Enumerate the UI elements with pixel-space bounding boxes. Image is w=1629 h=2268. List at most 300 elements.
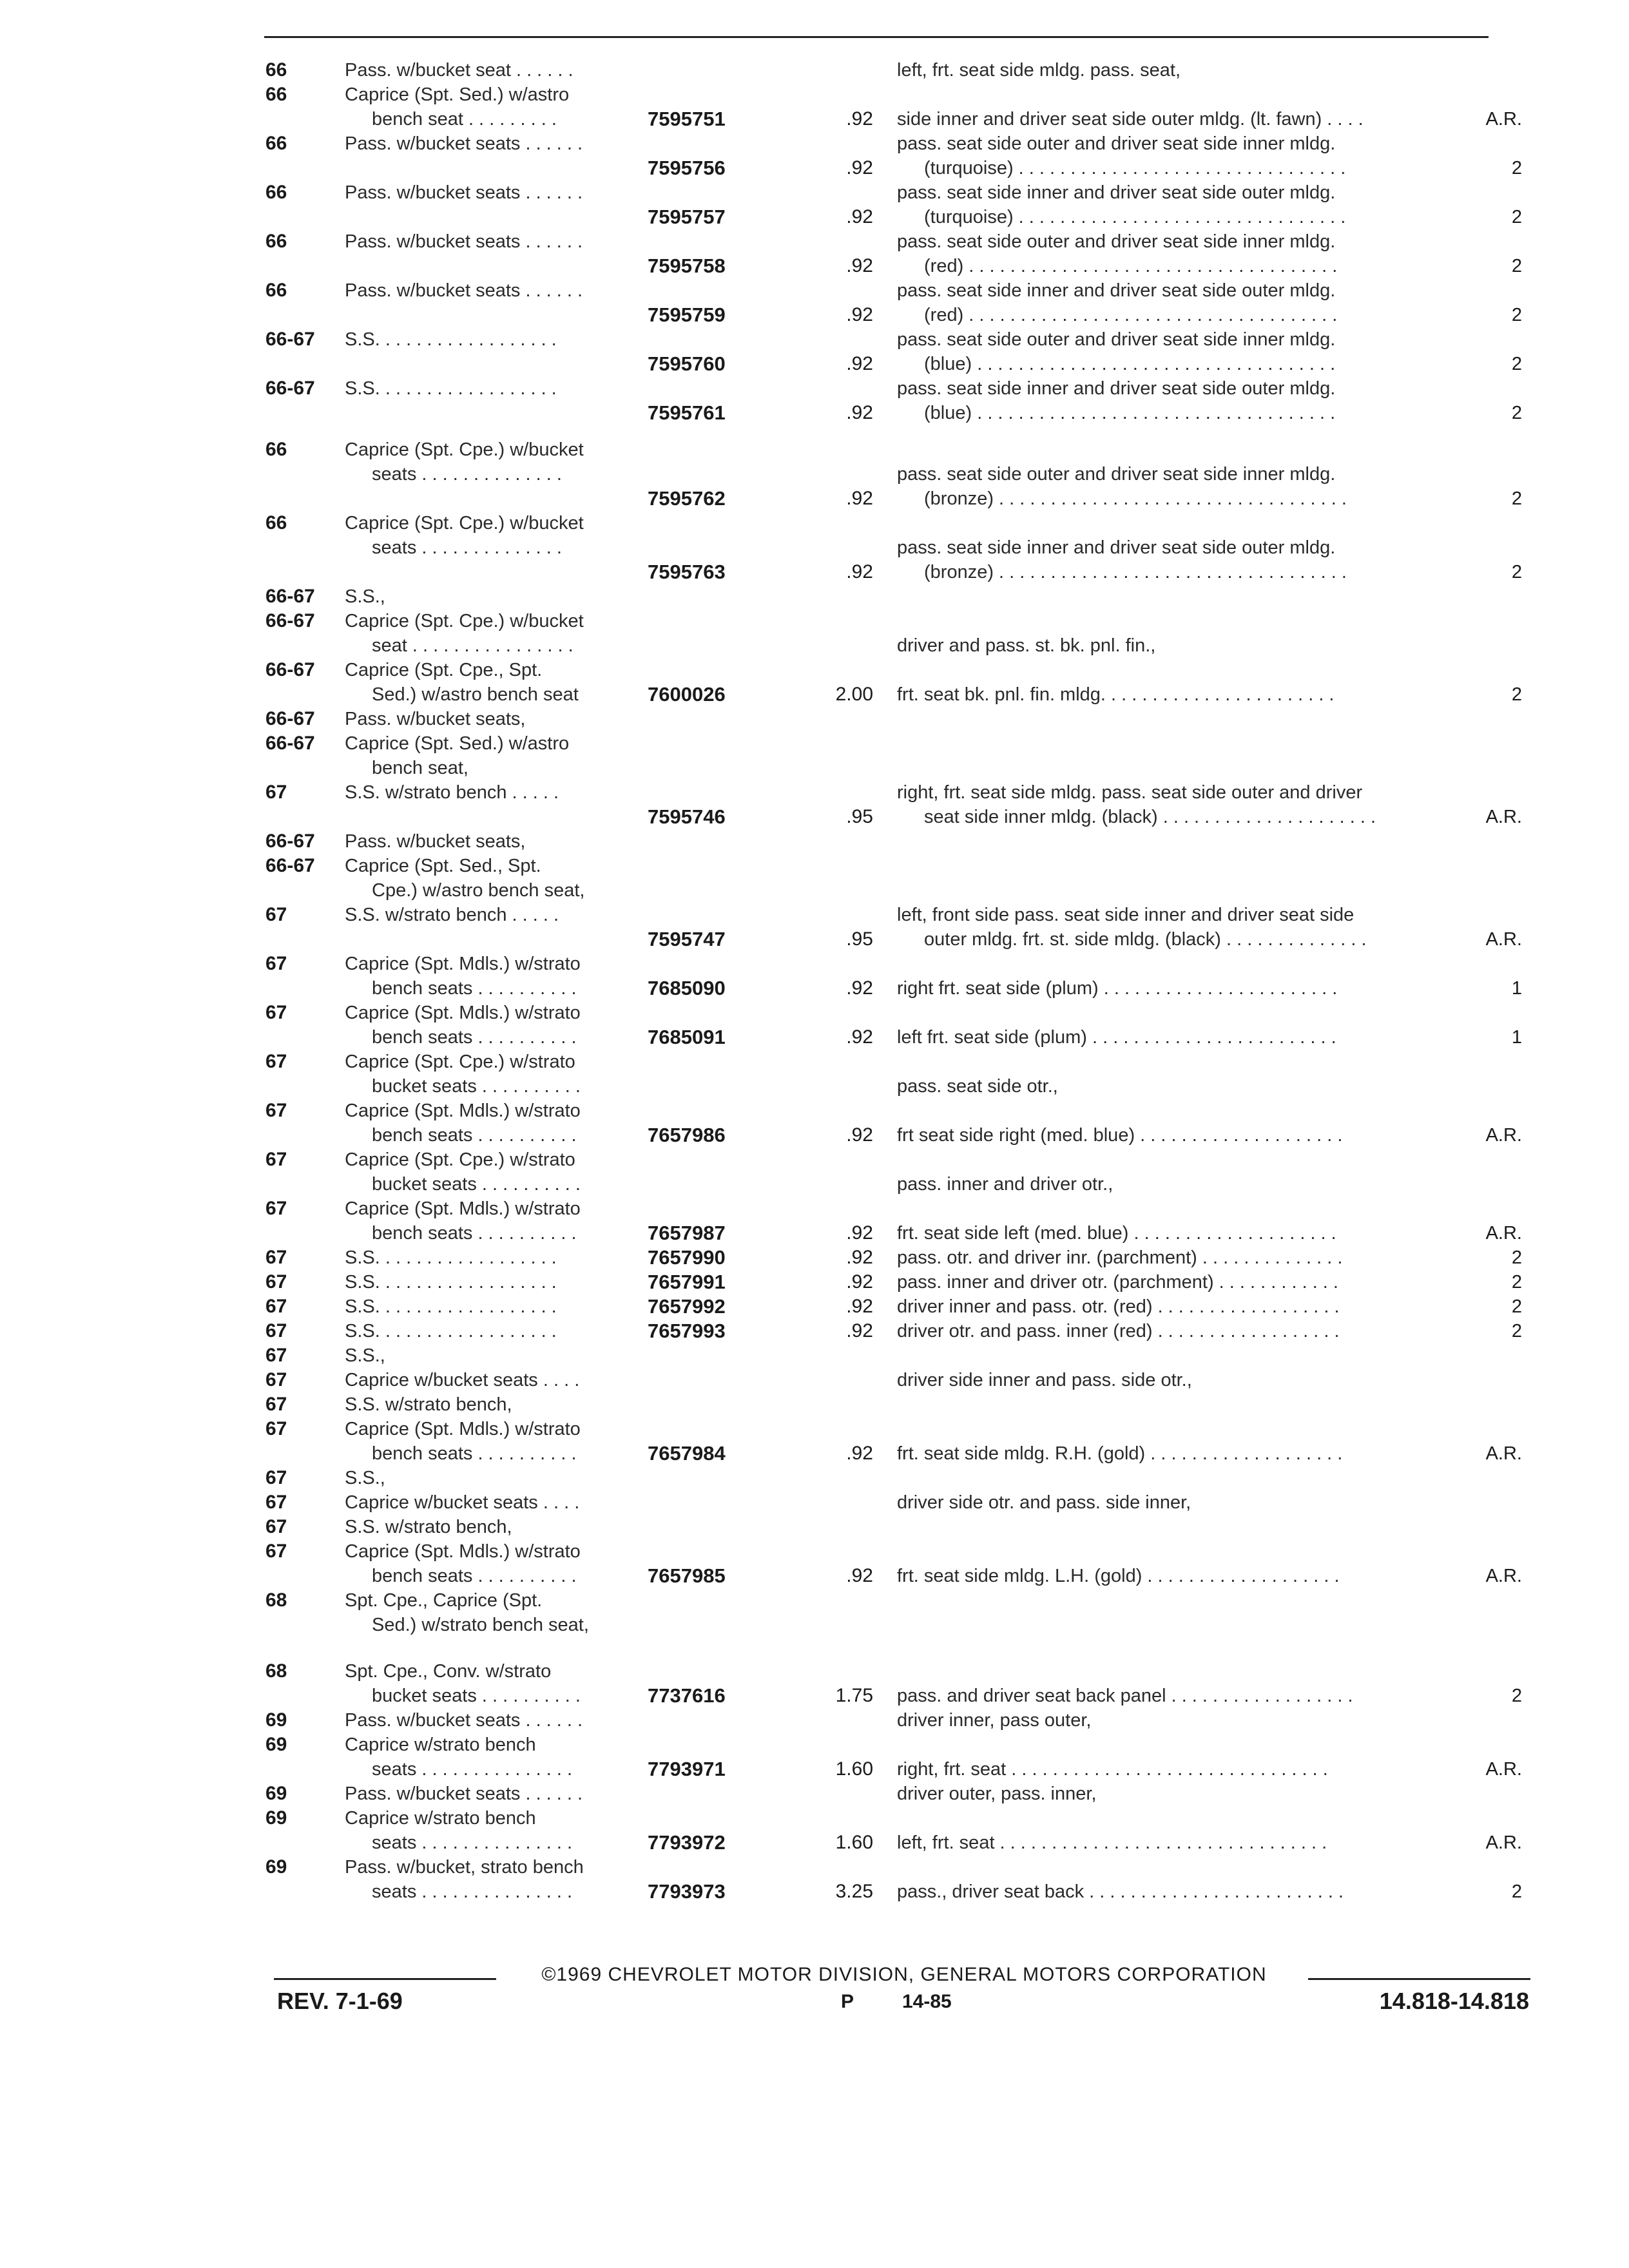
part-note	[897, 854, 1464, 878]
list-price: .92	[846, 1565, 873, 1586]
quantity: 1	[1511, 1027, 1522, 1048]
description-line: bench seats . . . . . . . . . .	[372, 1566, 577, 1586]
quantity: 2	[1511, 158, 1522, 178]
note-line	[897, 1343, 1464, 1368]
table-row	[0, 1148, 1629, 1196]
quantity: A.R.	[1485, 1832, 1522, 1854]
note-line: left, frt. seat side mldg. pass. seat,	[897, 60, 1181, 81]
description-line: Pass. w/bucket seats . . . . . .	[345, 1783, 583, 1805]
part-number: 7657987	[648, 1222, 726, 1244]
table-row	[0, 229, 1629, 278]
note-line: pass. and driver seat back panel . . . . . . . . . . . . . . . . . .	[897, 1686, 1353, 1707]
part-number: 7685091	[648, 1026, 726, 1048]
model-description	[345, 707, 648, 731]
parts-list	[0, 58, 1629, 1904]
description-line: bench seats . . . . . . . . . .	[372, 1223, 577, 1244]
note-line: (bronze) . . . . . . . . . . . . . . . . . . . . . . . . . . . . . . . . . .	[924, 488, 1347, 509]
model-year: 69	[265, 1783, 287, 1805]
part-note	[897, 1733, 1464, 1782]
model-description	[345, 1588, 648, 1637]
model-description	[345, 854, 648, 903]
part-number: 7600026	[648, 683, 726, 706]
note-line: (turquoise) . . . . . . . . . . . . . . . . . . . . . . . . . . . . . . . .	[924, 207, 1346, 227]
footer-rule-left	[274, 1978, 496, 1980]
part-note	[897, 903, 1464, 952]
description-line: Caprice (Spt. Mdls.) w/strato	[345, 1100, 581, 1121]
part-note	[897, 707, 1464, 731]
description-line: Caprice (Spt. Cpe.) w/strato	[345, 1149, 575, 1170]
model-year: 67	[265, 904, 287, 925]
part-note	[897, 131, 1464, 180]
part-note	[897, 1196, 1464, 1245]
table-row	[0, 1466, 1629, 1490]
revision-date: REV. 7-1-69	[277, 1988, 403, 2014]
model-year: 69	[265, 1856, 287, 1878]
model-description	[345, 903, 648, 927]
table-row	[0, 1708, 1629, 1733]
note-line: pass. inner and driver otr.,	[897, 1174, 1113, 1195]
table-row	[0, 658, 1629, 707]
model-year: 66-67	[265, 586, 315, 607]
model-year: 66	[265, 439, 287, 460]
part-number: 7657985	[648, 1564, 726, 1587]
table-row	[0, 1588, 1629, 1659]
model-description	[345, 511, 648, 560]
quantity: A.R.	[1485, 807, 1522, 827]
model-year: 66-67	[265, 831, 315, 852]
model-year: 66	[265, 84, 287, 105]
part-note	[897, 1392, 1464, 1417]
part-number: 7595760	[648, 352, 726, 375]
part-note	[897, 1466, 1464, 1490]
model-description	[345, 278, 648, 303]
description-line: S.S. . . . . . . . . . . . . . . . . .	[345, 378, 557, 399]
description-line: Caprice (Spt. Mdls.) w/strato	[345, 954, 581, 974]
description-line: Caprice (Spt. Cpe., Spt.	[345, 660, 543, 680]
table-row	[0, 1294, 1629, 1319]
model-year: 67	[265, 782, 287, 803]
table-row	[0, 1490, 1629, 1515]
part-number: 7595751	[648, 108, 726, 130]
model-year: 67	[265, 1002, 287, 1023]
part-note	[897, 1539, 1464, 1588]
note-line: outer mldg. frt. st. side mldg. (black) . . . . . . . . . . . . . .	[924, 929, 1367, 950]
model-year: 66-67	[265, 329, 315, 350]
model-description	[345, 1515, 648, 1539]
part-note	[897, 1343, 1464, 1368]
note-line: (turquoise) . . . . . . . . . . . . . . . . . . . . . . . . . . . . . . . .	[924, 158, 1346, 178]
note-line	[897, 829, 1464, 854]
part-number: 7737616	[648, 1684, 726, 1707]
table-row	[0, 1392, 1629, 1417]
table-row	[0, 437, 1629, 511]
model-description	[345, 1659, 648, 1708]
model-year: 69	[265, 1807, 287, 1829]
model-description	[345, 1319, 648, 1343]
model-description	[345, 1490, 648, 1515]
quantity: A.R.	[1485, 1125, 1522, 1146]
note-line: frt. seat side mldg. R.H. (gold) . . . . . . . . . . . . . . . . . . .	[897, 1443, 1343, 1464]
model-year: 69	[265, 1709, 287, 1731]
section-reference: 14.818-14.818	[1379, 1988, 1529, 2014]
part-note	[897, 180, 1464, 229]
description-line: Caprice (Spt. Mdls.) w/strato	[345, 1541, 581, 1562]
quantity: A.R.	[1485, 1443, 1522, 1464]
model-description	[345, 1196, 648, 1245]
part-note	[897, 1270, 1464, 1294]
description-line: bench seats . . . . . . . . . .	[372, 1027, 577, 1048]
note-line: driver otr. and pass. inner (red) . . . . . . . . . . . . . . . . . .	[897, 1321, 1340, 1341]
note-line: pass. seat side inner and driver seat side outer mldg.	[897, 182, 1336, 203]
note-line	[897, 707, 1464, 731]
part-number: 7793971	[648, 1758, 726, 1781]
model-year: 67	[265, 953, 287, 974]
description-line: S.S. w/strato bench . . . . .	[345, 782, 559, 803]
model-year: 66	[265, 182, 287, 203]
part-number: 7685090	[648, 977, 726, 999]
part-number: 7595746	[648, 805, 726, 828]
note-line: (blue) . . . . . . . . . . . . . . . . . . . . . . . . . . . . . . . . . . .	[924, 354, 1336, 374]
table-row	[0, 731, 1629, 780]
part-number: 7595756	[648, 157, 726, 179]
note-line	[897, 511, 1464, 535]
note-line: (red) . . . . . . . . . . . . . . . . . . . . . . . . . . . . . . . . . . . .	[924, 305, 1338, 325]
part-number: 7595761	[648, 401, 726, 424]
model-year: 66	[265, 59, 287, 81]
model-year: 66	[265, 133, 287, 154]
description-line: S.S. . . . . . . . . . . . . . . . . .	[345, 1321, 557, 1341]
note-line: (bronze) . . . . . . . . . . . . . . . . . . . . . . . . . . . . . . . . . .	[924, 562, 1347, 582]
model-description	[345, 1001, 648, 1050]
table-row	[0, 780, 1629, 829]
quantity: A.R.	[1485, 929, 1522, 950]
description-line: S.S.,	[345, 586, 385, 607]
top-rule	[264, 36, 1489, 38]
table-row	[0, 1050, 1629, 1099]
model-year: 67	[265, 1320, 287, 1341]
quantity: 2	[1511, 684, 1522, 705]
note-line: driver inner and pass. otr. (red) . . . . . . . . . . . . . . . . . .	[897, 1296, 1340, 1317]
note-line: (blue) . . . . . . . . . . . . . . . . . . . . . . . . . . . . . . . . . . .	[924, 403, 1336, 423]
footer-copyright: ©1969 CHEVROLET MOTOR DIVISION, GENERAL MOTORS CORPORATION	[541, 1964, 1267, 1985]
model-description	[345, 1368, 648, 1392]
table-row	[0, 58, 1629, 82]
list-price: .92	[846, 1247, 873, 1268]
part-note	[897, 1148, 1464, 1196]
note-line: pass. inner and driver otr. (parchment) . . . . . . . . . . . .	[897, 1272, 1338, 1293]
description-line: Caprice (Spt. Cpe.) w/bucket	[345, 513, 584, 533]
table-row	[0, 829, 1629, 854]
quantity: 2	[1511, 1296, 1522, 1317]
quantity: A.R.	[1485, 1759, 1522, 1780]
model-year: 67	[265, 1198, 287, 1219]
description-line: Caprice (Spt. Cpe.) w/bucket	[345, 439, 584, 460]
part-number: 7657992	[648, 1295, 726, 1318]
note-line: pass. seat side outer and driver seat side inner mldg.	[897, 133, 1336, 154]
note-line: frt seat side right (med. blue) . . . . . . . . . . . . . . . . . . . .	[897, 1125, 1343, 1146]
description-line: bench seats . . . . . . . . . .	[372, 1443, 577, 1464]
list-price: .92	[846, 402, 873, 423]
list-price: .92	[846, 488, 873, 509]
note-line	[897, 658, 1464, 682]
part-note	[897, 1588, 1464, 1613]
note-line	[897, 1050, 1464, 1074]
model-description	[345, 731, 648, 780]
model-description	[345, 1245, 648, 1270]
note-line	[897, 609, 1464, 633]
part-number: 7657991	[648, 1271, 726, 1293]
table-row	[0, 1270, 1629, 1294]
list-price: .92	[846, 977, 873, 999]
description-line: Pass. w/bucket seats . . . . . .	[345, 182, 583, 203]
model-year: 66-67	[265, 610, 315, 631]
note-line	[897, 1417, 1464, 1441]
list-price: .92	[846, 1296, 873, 1317]
note-line	[897, 584, 1464, 609]
note-line: frt. seat side mldg. L.H. (gold) . . . . . . . . . . . . . . . . . . .	[897, 1566, 1340, 1586]
quantity: 2	[1511, 256, 1522, 276]
quantity: 2	[1511, 207, 1522, 227]
table-row	[0, 1417, 1629, 1466]
note-line: side inner and driver seat side outer mldg. (lt. fawn) . . . .	[897, 109, 1364, 130]
table-row	[0, 376, 1629, 437]
list-price: 3.25	[835, 1881, 873, 1903]
description-line: seats . . . . . . . . . . . . . . .	[372, 1832, 573, 1854]
note-line: pass., driver seat back . . . . . . . . . . . . . . . . . . . . . . . . .	[897, 1881, 1344, 1903]
table-row	[0, 952, 1629, 1001]
list-price: .92	[846, 108, 873, 130]
description-line: Caprice w/bucket seats . . . .	[345, 1370, 580, 1390]
list-price: .92	[846, 206, 873, 227]
description-line: Cpe.) w/astro bench seat,	[372, 880, 585, 901]
note-line: driver side otr. and pass. side inner,	[897, 1492, 1191, 1513]
model-year: 68	[265, 1590, 287, 1611]
table-row	[0, 1099, 1629, 1148]
description-line: S.S. . . . . . . . . . . . . . . . . .	[345, 1272, 557, 1293]
model-year: 66	[265, 512, 287, 533]
part-number: 7595763	[648, 561, 726, 583]
description-line: Caprice (Spt. Sed.) w/astro	[345, 733, 570, 754]
part-number: 7595762	[648, 487, 726, 510]
part-number: 7657993	[648, 1320, 726, 1342]
model-year: 66	[265, 280, 287, 301]
part-note	[897, 1515, 1464, 1539]
list-price: .92	[846, 304, 873, 325]
model-description	[345, 1539, 648, 1588]
quantity: 2	[1511, 1321, 1522, 1341]
part-note	[897, 229, 1464, 278]
description-line: Pass. w/bucket seats,	[345, 831, 526, 852]
description-line: Caprice (Spt. Sed.) w/astro	[345, 84, 570, 105]
list-price: .95	[846, 928, 873, 950]
part-note	[897, 1319, 1464, 1343]
quantity: 1	[1511, 978, 1522, 999]
description-line: seats . . . . . . . . . . . . . .	[372, 464, 562, 485]
model-year: 67	[265, 1296, 287, 1317]
description-line: S.S. . . . . . . . . . . . . . . . . .	[345, 1296, 557, 1317]
note-line: pass. seat side inner and driver seat side outer mldg.	[897, 537, 1336, 558]
note-line: pass. seat side inner and driver seat side outer mldg.	[897, 378, 1336, 399]
note-line: pass. seat side outer and driver seat side inner mldg.	[897, 329, 1336, 350]
description-line: Pass. w/bucket seats,	[345, 709, 526, 729]
model-description	[345, 1782, 648, 1806]
table-row	[0, 1782, 1629, 1806]
part-note	[897, 1368, 1464, 1392]
description-line: Caprice w/bucket seats . . . .	[345, 1492, 580, 1513]
part-note	[897, 1050, 1464, 1099]
note-line	[897, 1659, 1464, 1684]
table-row	[0, 1368, 1629, 1392]
model-description	[345, 327, 648, 352]
list-price: .92	[846, 1124, 873, 1146]
note-line	[897, 1733, 1464, 1757]
description-line: bucket seats . . . . . . . . . .	[372, 1686, 581, 1707]
description-line: S.S. . . . . . . . . . . . . . . . . .	[345, 1247, 557, 1268]
table-row	[0, 707, 1629, 731]
part-number: 7657986	[648, 1124, 726, 1146]
note-line	[897, 1806, 1464, 1831]
note-line: driver outer, pass. inner,	[897, 1783, 1097, 1805]
description-line: S.S.,	[345, 1345, 385, 1366]
list-price: .92	[846, 1443, 873, 1464]
model-description	[345, 1343, 648, 1368]
part-note	[897, 1806, 1464, 1855]
page-prefix: P	[841, 1991, 854, 2012]
note-line	[897, 1001, 1464, 1025]
part-note	[897, 1490, 1464, 1515]
part-note	[897, 1245, 1464, 1270]
model-description	[345, 1708, 648, 1733]
note-line: pass. otr. and driver inr. (parchment) . . . . . . . . . . . . . .	[897, 1247, 1343, 1268]
part-number: 7793972	[648, 1831, 726, 1854]
list-price: .92	[846, 1026, 873, 1048]
quantity: 2	[1511, 1247, 1522, 1268]
table-row	[0, 1245, 1629, 1270]
list-price: .92	[846, 1320, 873, 1341]
description-line: Pass. w/bucket seats . . . . . .	[345, 231, 583, 252]
model-description	[345, 58, 648, 82]
table-row	[0, 854, 1629, 903]
model-year: 67	[265, 1345, 287, 1366]
model-description	[345, 1148, 648, 1196]
part-number: 7657990	[648, 1246, 726, 1269]
part-note	[897, 278, 1464, 327]
model-year: 68	[265, 1660, 287, 1682]
part-note	[897, 327, 1464, 376]
note-line: left, frt. seat . . . . . . . . . . . . . . . . . . . . . . . . . . . . . . . .	[897, 1832, 1327, 1854]
model-year: 66-67	[265, 659, 315, 680]
part-number: 7595747	[648, 928, 726, 950]
list-price: 1.75	[835, 1685, 873, 1707]
table-row	[0, 1806, 1629, 1855]
model-year: 67	[265, 1051, 287, 1072]
part-note	[897, 1659, 1464, 1708]
note-line	[897, 1466, 1464, 1490]
description-line: Caprice (Spt. Mdls.) w/strato	[345, 1419, 581, 1439]
part-note	[897, 952, 1464, 1001]
quantity: 2	[1511, 1686, 1522, 1707]
note-line: left, front side pass. seat side inner and driver seat side	[897, 905, 1354, 925]
model-year: 66-67	[265, 378, 315, 399]
model-description	[345, 1806, 648, 1855]
description-line: bucket seats . . . . . . . . . .	[372, 1174, 581, 1195]
note-line: seat side inner mldg. (black) . . . . . . . . . . . . . . . . . . . . .	[924, 807, 1376, 827]
note-line: left frt. seat side (plum) . . . . . . . . . . . . . . . . . . . . . . . .	[897, 1027, 1336, 1048]
note-line	[897, 1099, 1464, 1123]
table-row	[0, 1855, 1629, 1904]
note-line	[897, 1539, 1464, 1564]
part-note	[897, 584, 1464, 609]
note-line	[897, 1148, 1464, 1172]
model-description	[345, 952, 648, 1001]
note-line: driver inner, pass outer,	[897, 1710, 1092, 1731]
note-line: right, frt. seat . . . . . . . . . . . . . . . . . . . . . . . . . . . . . . .	[897, 1759, 1328, 1780]
table-row	[0, 609, 1629, 658]
part-number: 7595758	[648, 255, 726, 277]
table-row	[0, 1001, 1629, 1050]
quantity: A.R.	[1485, 1566, 1522, 1586]
part-note	[897, 58, 1464, 82]
note-line: pass. seat side outer and driver seat side inner mldg.	[897, 231, 1336, 252]
quantity: 2	[1511, 1881, 1522, 1903]
part-note	[897, 1001, 1464, 1050]
description-line: S.S. . . . . . . . . . . . . . . . . .	[345, 329, 557, 350]
description-line: bench seat . . . . . . . . .	[372, 109, 557, 130]
page-number: 14-85	[902, 1991, 952, 2012]
part-number: 7657984	[648, 1442, 726, 1465]
model-year: 67	[265, 1467, 287, 1488]
table-row	[0, 1515, 1629, 1539]
description-line: Spt. Cpe., Caprice (Spt.	[345, 1590, 543, 1611]
table-row	[0, 278, 1629, 327]
model-description	[345, 1294, 648, 1319]
description-line: Pass. w/bucket seats . . . . . .	[345, 133, 583, 154]
part-note	[897, 1855, 1464, 1904]
description-line: S.S.,	[345, 1468, 385, 1488]
model-description	[345, 229, 648, 254]
part-note	[897, 731, 1464, 756]
list-price: 1.60	[835, 1832, 873, 1854]
table-row	[0, 1343, 1629, 1368]
part-number: 7793973	[648, 1880, 726, 1903]
description-line: Pass. w/bucket, strato bench	[345, 1857, 584, 1878]
model-description	[345, 437, 648, 486]
table-row	[0, 1196, 1629, 1245]
description-line: bench seats . . . . . . . . . .	[372, 1125, 577, 1146]
note-line: right, frt. seat side mldg. pass. seat side outer and driver	[897, 782, 1363, 803]
note-line: (red) . . . . . . . . . . . . . . . . . . . . . . . . . . . . . . . . . . . .	[924, 256, 1338, 276]
part-note	[897, 829, 1464, 854]
table-row	[0, 82, 1629, 131]
model-description	[345, 584, 648, 609]
model-description	[345, 1733, 648, 1782]
description-line: Caprice (Spt. Sed., Spt.	[345, 856, 541, 876]
note-line	[897, 437, 1464, 462]
model-year: 67	[265, 1369, 287, 1390]
quantity: A.R.	[1485, 109, 1522, 130]
list-price: .92	[846, 255, 873, 276]
description-line: seat . . . . . . . . . . . . . . . .	[372, 635, 574, 656]
note-line: pass. seat side outer and driver seat side inner mldg.	[897, 464, 1336, 485]
model-year: 67	[265, 1492, 287, 1513]
description-line: Spt. Cpe., Conv. w/strato	[345, 1661, 552, 1682]
model-year: 67	[265, 1149, 287, 1170]
description-line: Caprice (Spt. Mdls.) w/strato	[345, 1198, 581, 1219]
description-line: Pass. w/bucket seats . . . . . .	[345, 1710, 583, 1731]
note-line: right frt. seat side (plum) . . . . . . . . . . . . . . . . . . . . . . .	[897, 978, 1338, 999]
quantity: 2	[1511, 562, 1522, 582]
model-year: 69	[265, 1734, 287, 1756]
